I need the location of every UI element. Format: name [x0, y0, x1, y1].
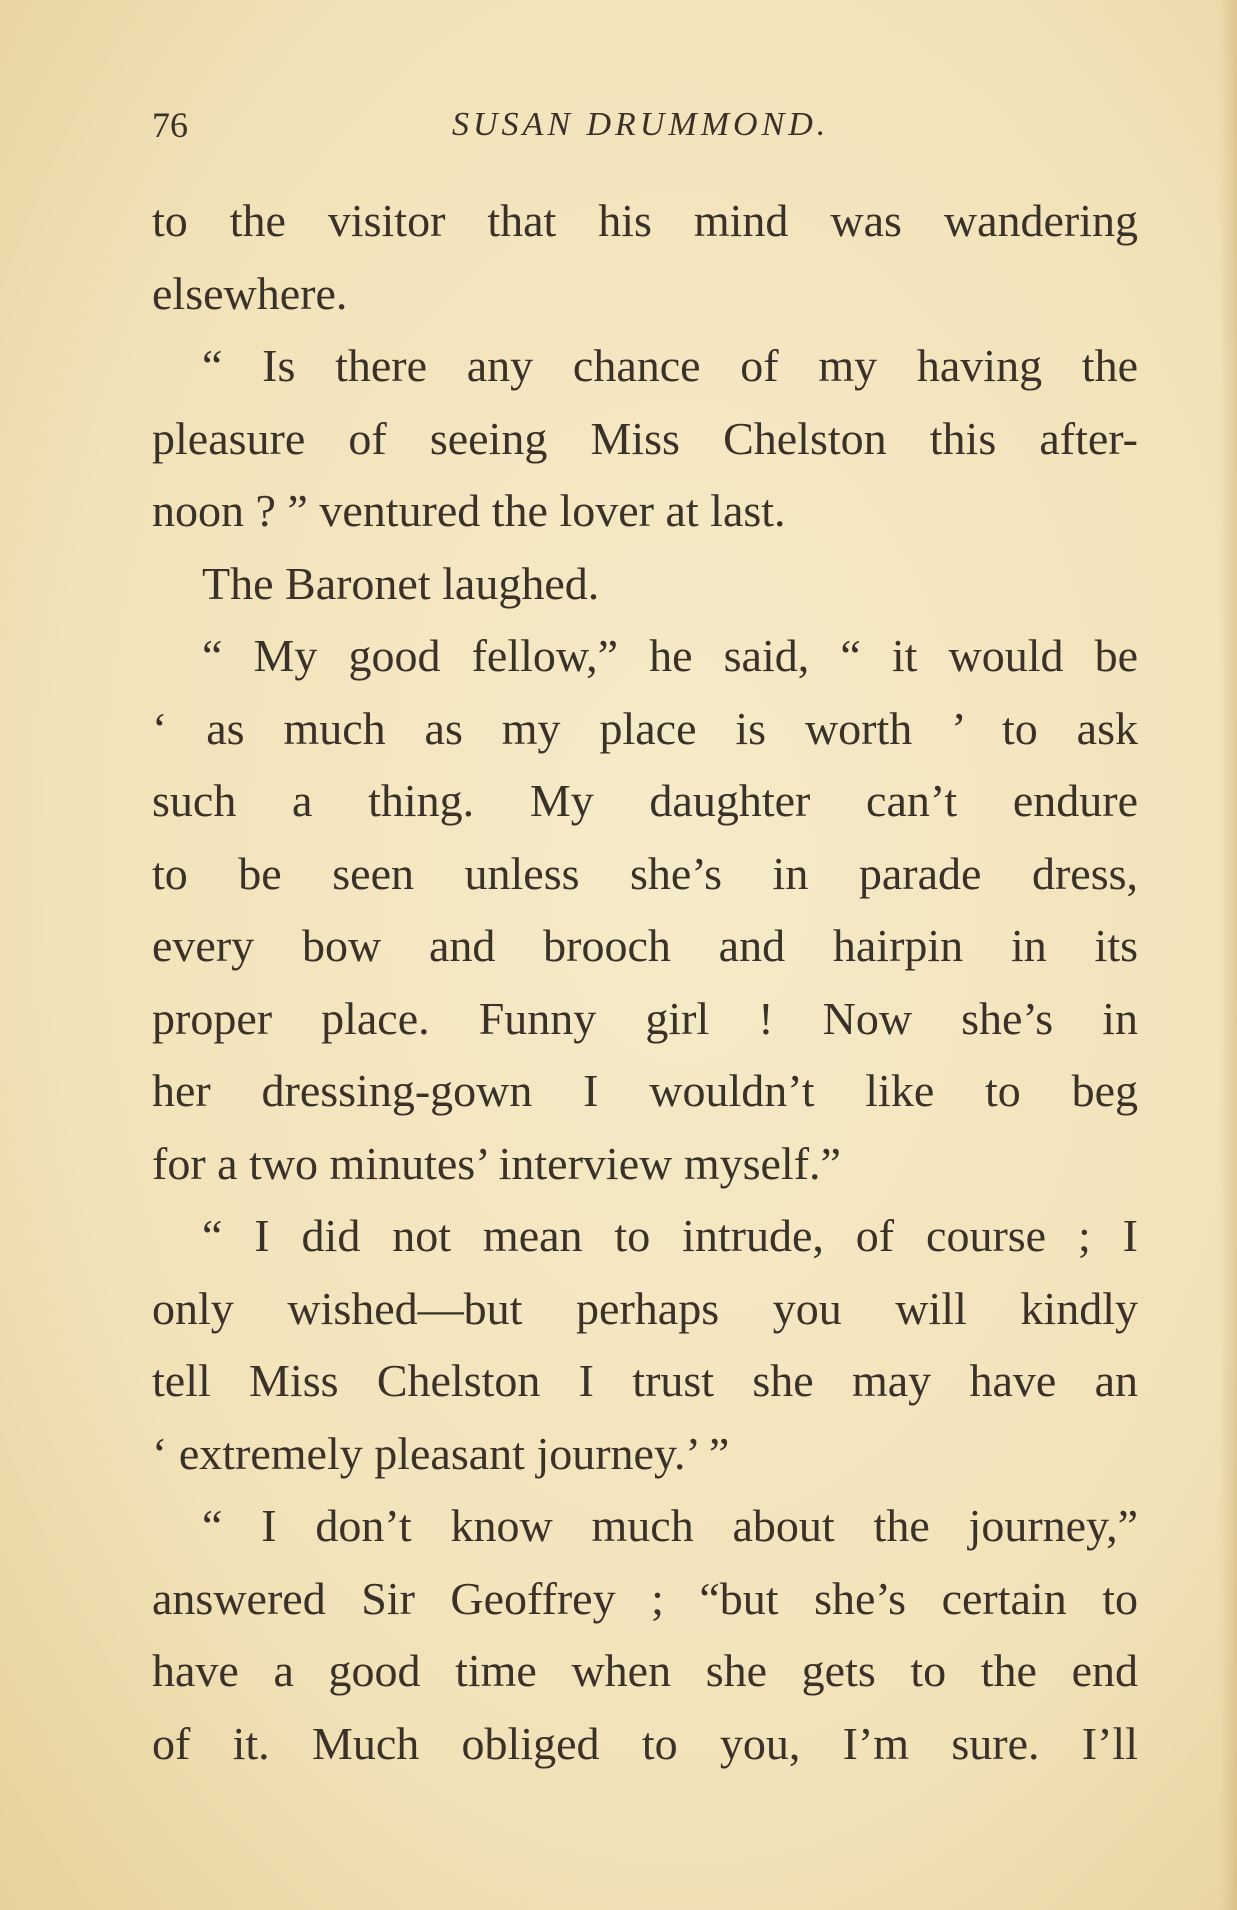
text-line: only wished—but perhaps you will kindly: [152, 1282, 1138, 1334]
page-edge-shadow: [1219, 0, 1237, 1910]
text-line: tell Miss Chelston I trust she may have an: [152, 1355, 1138, 1406]
text-line: ‘ as much as my place is worth ’ to ask: [152, 702, 1138, 754]
text-line: her dressing-gown I wouldn’t like to beg: [152, 1065, 1138, 1116]
running-title: SUSAN DRUMMOND.: [452, 106, 830, 143]
page-number: 76: [152, 105, 188, 145]
text-line: for a two minutes’ interview myself.”: [152, 1137, 841, 1189]
text-line: such a thing. My daughter can’t endure: [152, 775, 1138, 826]
text-line: “ I did not mean to intrude, of course ; I: [202, 1210, 1138, 1261]
text-line: every bow and brooch and hairpin in its: [152, 920, 1138, 971]
running-head: [152, 100, 1142, 150]
text-line: to be seen unless she’s in parade dress,: [152, 847, 1138, 899]
text-line: answered Sir Geoffrey ; “but she’s certain to: [152, 1572, 1138, 1624]
text-line: pleasure of seeing Miss Chelston this after-: [152, 412, 1138, 464]
text-line: have a good time when she gets to the end: [152, 1645, 1138, 1696]
text-line: to the visitor that his mind was wandering: [152, 195, 1138, 246]
text-line: ‘ extremely pleasant journey.’ ”: [152, 1427, 730, 1479]
text-line: “ I don’t know much about the journey,”: [202, 1500, 1138, 1551]
text-line: proper place. Funny girl ! Now she’s in: [152, 992, 1138, 1044]
text-line: “ Is there any chance of my having the: [202, 340, 1138, 391]
text-line: elsewhere.: [152, 267, 348, 319]
body-text: [152, 185, 1138, 1780]
text-line: of it. Much obliged to you, I’m sure. I’ll: [152, 1717, 1138, 1769]
text-line: “ My good fellow,” he said, “ it would be: [202, 630, 1138, 681]
text-line: noon ? ” ventured the lover at last.: [152, 485, 786, 536]
text-line: The Baronet laughed.: [202, 557, 600, 609]
